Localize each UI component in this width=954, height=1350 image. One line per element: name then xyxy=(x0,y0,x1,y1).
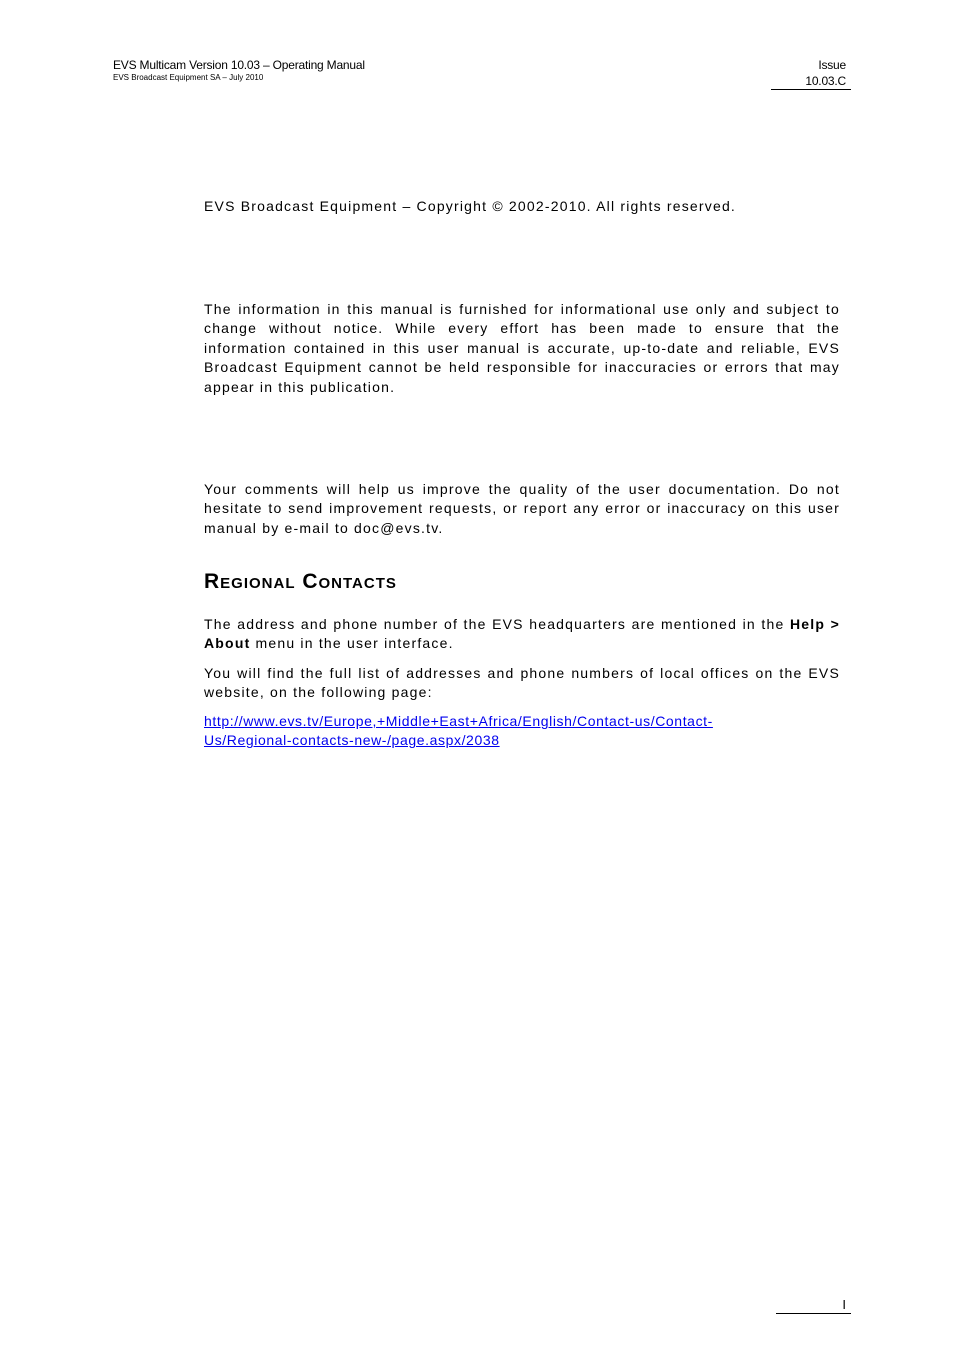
feedback-paragraph: Your comments will help us improve the quality of the user documentation. Do not hesitate to send improvement requests, or report any error or inaccuracy on this user manual by e-mail to doc@evs.tv. xyxy=(204,481,840,536)
header-left xyxy=(113,57,365,83)
headquarters-text-end: menu in the user interface. xyxy=(250,635,454,652)
copyright-notice: EVS Broadcast Equipment – Copyright © 2002-2010. All rights reserved. xyxy=(204,198,737,214)
headquarters-text-start: The address and phone number of the EVS headquarters are mentioned in the xyxy=(204,616,790,632)
issue-number: 10.03.C xyxy=(771,73,851,90)
help-about-menu-reference: Help > About xyxy=(204,616,840,652)
regional-contacts-link-line2[interactable]: Us/Regional-contacts-new-/page.aspx/2038 xyxy=(204,732,500,749)
section-heading-regional-contacts: Regional Contacts xyxy=(204,570,397,593)
issue-label: Issue xyxy=(818,58,846,72)
disclaimer-paragraph: The information in this manual is furnished for informational use only and subject to change without notice. While every effort has been made to ensure that the information contained in this user manual is accurate, up-to-date and reliable, EVS Broadcast Equipment cannot be held responsible for inaccuracies or errors that may appear in this publication. xyxy=(204,301,840,395)
document-subtitle: EVS Broadcast Equipment SA – July 2010 xyxy=(113,73,264,82)
page-number: I xyxy=(776,1296,851,1314)
headquarters-paragraph xyxy=(204,615,840,654)
regional-contacts-link-block xyxy=(204,712,824,751)
regional-contacts-link-line1[interactable]: http://www.evs.tv/Europe,+Middle+East+Africa/English/Contact-us/Contact- xyxy=(204,713,713,729)
document-title: EVS Multicam Version 10.03 – Operating Manual xyxy=(113,58,365,72)
offices-paragraph: You will find the full list of addresses and phone numbers of local offices on the EVS website, on the following page: xyxy=(204,665,840,701)
header-right xyxy=(771,57,851,90)
